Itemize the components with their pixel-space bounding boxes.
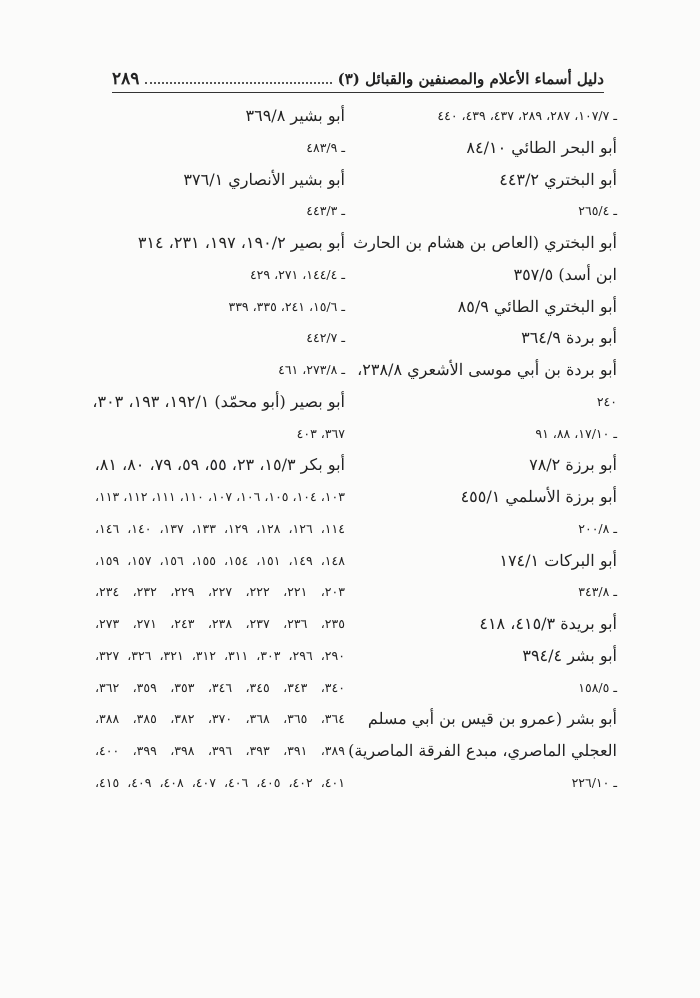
index-entry: أبو بردة بن أبي موسى الأشعري ٢٣٨/٨، bbox=[357, 360, 617, 379]
page-header bbox=[112, 66, 604, 93]
index-entry: ـ ١٧/١٠، ٨٨، ٩١ bbox=[535, 425, 617, 441]
index-entry: أبو البختري (العاص بن هشام بن الحارث bbox=[353, 233, 617, 252]
index-entry: ـ ٢٠٠/٨ bbox=[578, 520, 617, 536]
index-entry: ٣٦٧، ٤٠٣ bbox=[296, 425, 345, 441]
index-entry: ١١٤، ١٢٦، ١٢٨، ١٢٩، ١٣٣، ١٣٧، ١٤٠، ١٤٦، bbox=[95, 520, 345, 536]
index-entry: ٢٤٠ bbox=[596, 393, 617, 409]
index-entry: ٣٦٤، ٣٦٥، ٣٦٨، ٣٧٠، ٣٨٢، ٣٨٥، ٣٨٨، bbox=[95, 711, 345, 727]
index-entry: أبو بشير ٣٦٩/٨ bbox=[245, 106, 345, 125]
index-entry: ـ ١٠٧/٧، ٢٨٧، ٢٨٩، ٤٣٧، ٤٣٩، ٤٤٠ bbox=[437, 108, 617, 123]
leader-dots bbox=[145, 82, 331, 84]
index-column-right bbox=[348, 100, 617, 799]
index-entry: ـ ٢٧٣/٨، ٤٦١ bbox=[278, 362, 345, 377]
index-entry: العجلي الماصري، مبدع الفرقة الماصرية) bbox=[348, 741, 617, 760]
index-entry: أبو البختري الطائي ٨٥/٩ bbox=[457, 296, 617, 316]
index-entry: أبو بصير ١٩٠/٢، ١٩٧، ٢٣١، ٣١٤ bbox=[137, 233, 345, 252]
index-entry: أبو بشير الأنصاري ٣٧٦/١ bbox=[183, 169, 345, 189]
index-entry: ـ ٣٤٣/٨ bbox=[578, 584, 617, 600]
index-entry: أبو بكر ١٥/٣، ٢٣، ٥٥، ٥٩، ٧٩، ٨٠، ٨١، bbox=[94, 455, 345, 475]
index-entry: ـ ١٥/٦، ٢٤١، ٣٣٥، ٣٣٩ bbox=[228, 298, 345, 314]
index-entry: ـ ٤٨٣/٩ bbox=[306, 139, 345, 155]
page-number: ٢٨٩ bbox=[112, 69, 140, 89]
index-entry: أبو برزة الأسلمي ٤٥٥/١ bbox=[460, 487, 617, 506]
index-entry: أبو بشر (عمرو بن قيس بن أبي مسلم bbox=[367, 709, 617, 729]
running-title: دليل أسماء الأعلام والمصنفين والقبائل (٣) bbox=[337, 70, 604, 88]
index-entry: أبو بردة ٣٦٤/٩ bbox=[521, 328, 617, 348]
index-entry: ٣٨٩، ٣٩١، ٣٩٣، ٣٩٦، ٣٩٨، ٣٩٩، ٤٠٠، bbox=[95, 743, 345, 758]
index-entry: أبو البحر الطائي ٨٤/١٠ bbox=[466, 137, 617, 157]
index-entry: ٢٠٣، ٢٢١، ٢٢٢، ٢٢٧، ٢٢٩، ٢٣٢، ٢٣٤، bbox=[95, 584, 345, 600]
index-entry: أبو بريدة ٤١٥/٣، ٤١٨ bbox=[479, 614, 617, 633]
index-entry: ١٠٣، ١٠٤، ١٠٥، ١٠٦، ١٠٧، ١١٠، ١١١، ١١٢، ١١٣، bbox=[95, 489, 345, 504]
index-entry: ٢٣٥، ٢٣٦، ٢٣٧، ٢٣٨، ٢٤٣، ٢٧١، ٢٧٣، bbox=[95, 616, 345, 631]
index-entry: ٣٤٠، ٣٤٣، ٣٤٥، ٣٤٦، ٣٥٣، ٣٥٩، ٣٦٢، bbox=[95, 679, 345, 695]
index-entry: أبو بشر ٣٩٤/٤ bbox=[522, 645, 617, 665]
index-entry: أبو برزة ٧٨/٢ bbox=[529, 455, 617, 475]
index-entry: ابن أسد) ٣٥٧/٥ bbox=[513, 264, 617, 284]
index-entry: ٢٩٠، ٢٩٦، ٣٠٣، ٣١١، ٣١٢، ٣٢١، ٣٢٦، ٣٢٧، bbox=[95, 647, 345, 663]
index-entry: ٤٠١، ٤٠٢، ٤٠٥، ٤٠٦، ٤٠٧، ٤٠٨، ٤٠٩، ٤١٥، bbox=[95, 774, 345, 790]
index-entry: ١٤٨، ١٤٩، ١٥١، ١٥٤، ١٥٥، ١٥٦، ١٥٧، ١٥٩، bbox=[95, 552, 345, 568]
index-entry: أبو البركات ١٧٤/١ bbox=[499, 550, 617, 570]
index-entry: ـ ٢٢٦/١٠ bbox=[571, 774, 617, 790]
index-column-left bbox=[92, 100, 345, 799]
index-entry: أبو بصير (أبو محمّد) ١٩٢/١، ١٩٣، ٣٠٣، bbox=[92, 391, 345, 411]
index-entry: ـ ٢٦٥/٤ bbox=[578, 203, 617, 219]
index-entry: ـ ٤٤٢/٧ bbox=[306, 330, 345, 346]
index-entry: أبو البختري ٤٤٣/٢ bbox=[499, 169, 617, 189]
index-entry: ـ ٤٤٣/٣ bbox=[306, 203, 345, 219]
index-entry: ـ ١٤٤/٤، ٢٧١، ٤٢٩ bbox=[249, 266, 345, 282]
index-entry: ـ ١٥٨/٥ bbox=[578, 679, 617, 695]
